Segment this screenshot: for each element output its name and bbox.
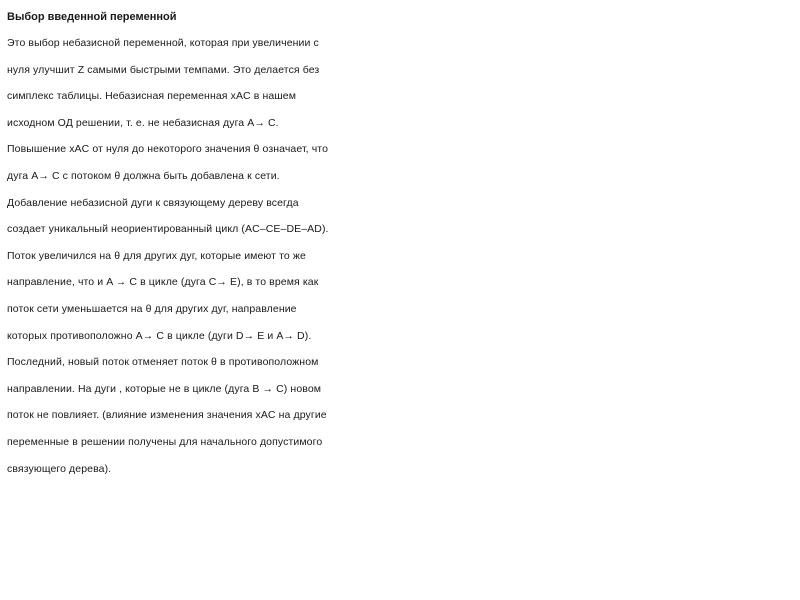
text-line-7: Добавление небазисной дуги к связующему дереву всегда [7,196,299,209]
text-line-9: Поток увеличился на θ для других дуг, которые имеют то же [7,249,306,262]
text-line-12: которых противоположно A→ C в цикле (дуги D→ E и A→ D). [7,329,312,342]
text-line-8: создает уникальный неориентированный цикл (AC–CE–DE–AD). [7,223,329,236]
text-line-11: поток сети уменьшается на θ для других дуг, направление [7,302,297,315]
text-line-5: Повышение xAC от нуля до некоторого значения θ означает, что [7,143,329,156]
text-line-16: переменные в решении получены для начального допустимого [7,435,323,448]
slide-title: Выбор введенной переменной [7,11,177,23]
text-line-3: симплекс таблицы. Небазисная переменная xAC в нашем [7,90,297,103]
text-line-10: направление, что и A → C в цикле (дуга C→ E), в то время как [7,276,319,289]
body-paragraph [7,30,795,482]
text-line-1: Это выбор небазисной переменной, которая при увеличении с [7,37,319,49]
text-line-13: Последний, новый поток отменяет поток θ в противоположном [7,356,319,369]
text-line-15: поток не повлияет. (влияние изменения значения xAC на другие [7,409,327,422]
text-line-17: связующего дерева). [7,462,112,475]
text-line-14: направлении. На дуги , которые не в цикле (дуга B → C) новом [7,382,322,395]
text-line-2: нуля улучшит Z самыми быстрыми темпами. Это делается без [7,63,320,76]
text-line-6: дуга A→ C с потоком θ должна быть добавлена к сети. [7,169,280,182]
slide [7,0,795,482]
text-line-4: исходном ОД решении, т. е. не небазисная дуга A→ C. [7,116,279,129]
